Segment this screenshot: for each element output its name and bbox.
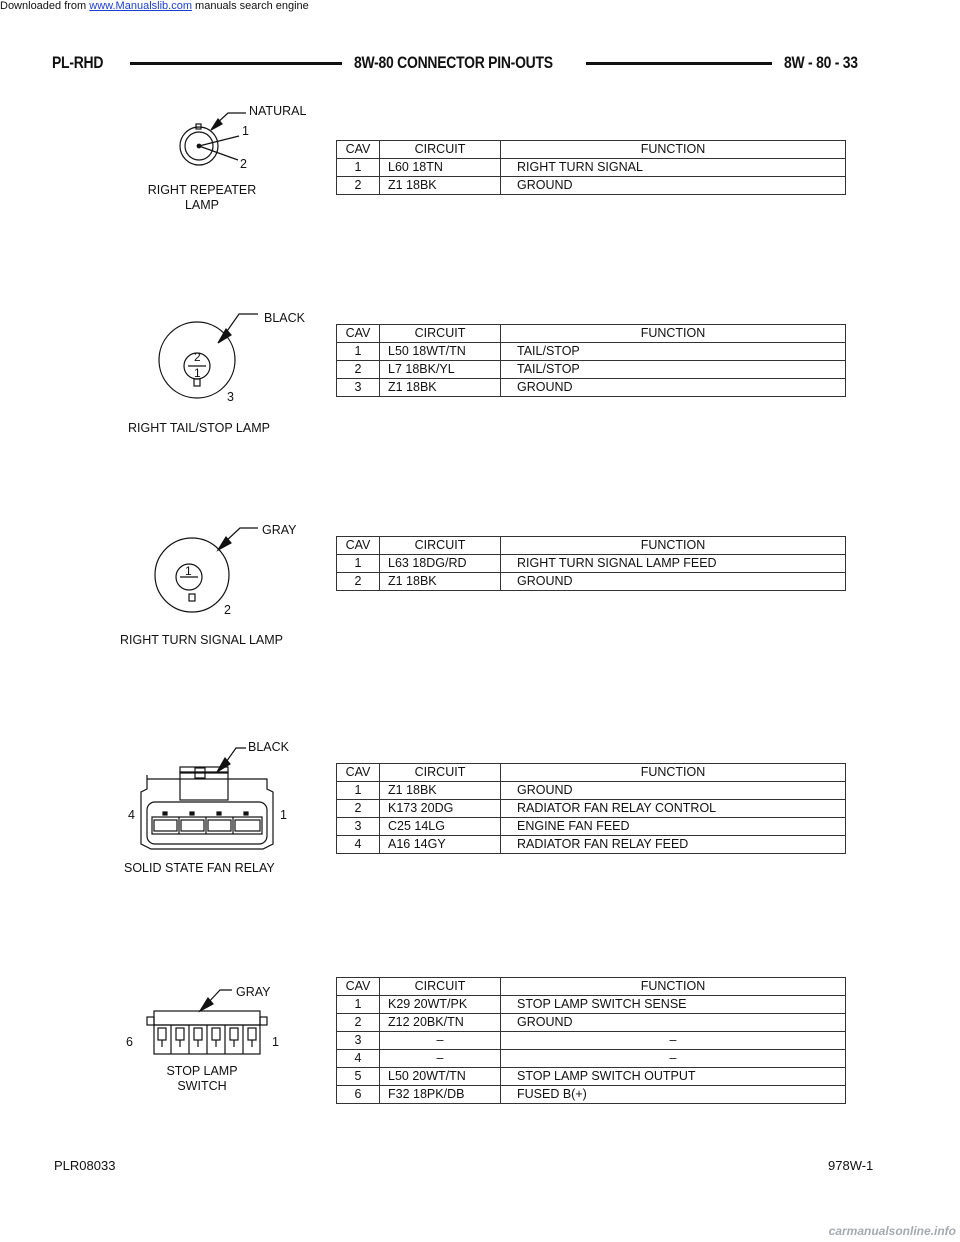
cav-header: CAV: [337, 764, 380, 782]
table-header-row: [337, 537, 846, 555]
manualslib-link[interactable]: www.Manualslib.com: [89, 0, 192, 12]
table-row: [337, 555, 846, 573]
table-row: [337, 996, 846, 1014]
connector-4-color: BLACK: [248, 740, 289, 754]
cav-cell: 4: [337, 836, 380, 854]
function-cell: GROUND: [501, 573, 846, 591]
connector-5-pin-6: 6: [126, 1035, 133, 1049]
function-cell: GROUND: [501, 177, 846, 195]
cav-header: CAV: [337, 978, 380, 996]
connector-2-pin-3: 3: [227, 390, 234, 404]
function-header: FUNCTION: [501, 325, 846, 343]
circuit-cell: K173 20DG: [380, 800, 501, 818]
function-cell: ENGINE FAN FEED: [501, 818, 846, 836]
circuit-cell: L60 18TN: [380, 159, 501, 177]
table-row: [337, 1032, 846, 1050]
tail-stop-lamp-connector-icon: [159, 314, 258, 398]
circuit-cell: F32 18PK/DB: [380, 1086, 501, 1104]
table-header-row: [337, 141, 846, 159]
connector-2-pin-table: [336, 324, 846, 397]
cav-cell: 3: [337, 1032, 380, 1050]
circuit-header: CIRCUIT: [380, 978, 501, 996]
cav-cell: 1: [337, 996, 380, 1014]
stop-lamp-switch-connector-icon: [147, 990, 267, 1054]
function-cell: RADIATOR FAN RELAY CONTROL: [501, 800, 846, 818]
connector-4-name: SOLID STATE FAN RELAY: [124, 861, 275, 875]
circuit-header: CIRCUIT: [380, 764, 501, 782]
table-row: [337, 1068, 846, 1086]
function-cell: RADIATOR FAN RELAY FEED: [501, 836, 846, 854]
table-header-row: [337, 978, 846, 996]
cav-cell: 1: [337, 555, 380, 573]
function-cell: FUSED B(+): [501, 1086, 846, 1104]
table-row: [337, 573, 846, 591]
function-cell: GROUND: [501, 379, 846, 397]
table-row: [337, 836, 846, 854]
function-header: FUNCTION: [501, 764, 846, 782]
table-row: [337, 818, 846, 836]
cav-cell: 1: [337, 343, 380, 361]
cav-cell: 5: [337, 1068, 380, 1086]
connector-1-name: RIGHT REPEATER LAMP: [147, 183, 257, 212]
circuit-cell: K29 20WT/PK: [380, 996, 501, 1014]
cav-cell: 2: [337, 1014, 380, 1032]
circuit-cell: L50 20WT/TN: [380, 1068, 501, 1086]
connector-5-color: GRAY: [236, 985, 271, 999]
table-row: [337, 379, 846, 397]
cav-cell: 6: [337, 1086, 380, 1104]
function-cell: TAIL/STOP: [501, 343, 846, 361]
function-cell: –: [501, 1032, 846, 1050]
connector-3-pin-1: 1: [185, 564, 192, 578]
header-title: 8W-80 CONNECTOR PIN-OUTS: [354, 53, 553, 72]
connector-3-pin-table: [336, 536, 846, 591]
fan-relay-connector-icon: [141, 748, 273, 849]
turn-signal-lamp-connector-icon: [155, 528, 258, 612]
cav-cell: 1: [337, 782, 380, 800]
repeater-lamp-connector-icon: [180, 113, 246, 165]
cav-cell: 4: [337, 1050, 380, 1068]
table-row: [337, 343, 846, 361]
cav-cell: 2: [337, 177, 380, 195]
circuit-cell: –: [380, 1032, 501, 1050]
header-left: PL-RHD: [52, 53, 104, 72]
connector-3-pin-2: 2: [224, 603, 231, 617]
circuit-header: CIRCUIT: [380, 325, 501, 343]
cav-cell: 3: [337, 818, 380, 836]
circuit-header: CIRCUIT: [380, 537, 501, 555]
circuit-cell: C25 14LG: [380, 818, 501, 836]
function-cell: GROUND: [501, 782, 846, 800]
connector-4-pin-table: [336, 763, 846, 854]
circuit-cell: Z1 18BK: [380, 573, 501, 591]
figure-code: PLR08033: [54, 1158, 116, 1173]
function-cell: GROUND: [501, 1014, 846, 1032]
figure-id: 978W-1: [828, 1158, 874, 1173]
circuit-cell: L50 18WT/TN: [380, 343, 501, 361]
function-cell: STOP LAMP SWITCH SENSE: [501, 996, 846, 1014]
table-row: [337, 1014, 846, 1032]
connector-5-name: STOP LAMP SWITCH: [166, 1064, 238, 1093]
table-row: [337, 800, 846, 818]
table-row: [337, 782, 846, 800]
circuit-header: CIRCUIT: [380, 141, 501, 159]
connector-3-color: GRAY: [262, 523, 297, 537]
connector-2-pin-1: 1: [194, 366, 201, 380]
table-row: [337, 1086, 846, 1104]
function-cell: –: [501, 1050, 846, 1068]
table-row: [337, 177, 846, 195]
connector-5-pin-1: 1: [272, 1035, 279, 1049]
function-header: FUNCTION: [501, 537, 846, 555]
connector-4-pin-1: 1: [280, 808, 287, 822]
function-cell: RIGHT TURN SIGNAL: [501, 159, 846, 177]
table-row: [337, 159, 846, 177]
circuit-cell: Z1 18BK: [380, 782, 501, 800]
connector-1-color: NATURAL: [249, 104, 307, 118]
table-header-row: [337, 764, 846, 782]
circuit-cell: L7 18BK/YL: [380, 361, 501, 379]
table-header-row: [337, 325, 846, 343]
header-page-number: 8W - 80 - 33: [784, 53, 858, 72]
cav-cell: 2: [337, 573, 380, 591]
connector-3-name: RIGHT TURN SIGNAL LAMP: [120, 633, 283, 647]
cav-cell: 2: [337, 800, 380, 818]
connector-5-pin-table: [336, 977, 846, 1104]
download-prefix: Downloaded from: [0, 0, 90, 12]
connector-1-pin-2: 2: [240, 157, 247, 171]
connector-2-name: RIGHT TAIL/STOP LAMP: [128, 421, 270, 435]
cav-header: CAV: [337, 141, 380, 159]
cav-cell: 3: [337, 379, 380, 397]
table-row: [337, 361, 846, 379]
circuit-cell: –: [380, 1050, 501, 1068]
connector-2-pin-2: 2: [194, 350, 201, 364]
function-header: FUNCTION: [501, 978, 846, 996]
circuit-cell: Z1 18BK: [380, 379, 501, 397]
cav-header: CAV: [337, 325, 380, 343]
connector-1-pin-table: [336, 140, 846, 195]
connector-4-pin-4: 4: [128, 808, 135, 822]
function-cell: RIGHT TURN SIGNAL LAMP FEED: [501, 555, 846, 573]
connector-1-pin-1: 1: [242, 124, 249, 138]
circuit-cell: A16 14GY: [380, 836, 501, 854]
watermark: carmanualsonline.info: [828, 1224, 956, 1238]
circuit-cell: Z12 20BK/TN: [380, 1014, 501, 1032]
cav-cell: 1: [337, 159, 380, 177]
function-header: FUNCTION: [501, 141, 846, 159]
circuit-cell: L63 18DG/RD: [380, 555, 501, 573]
function-cell: TAIL/STOP: [501, 361, 846, 379]
connector-2-color: BLACK: [264, 311, 305, 325]
circuit-cell: Z1 18BK: [380, 177, 501, 195]
download-suffix: manuals search engine: [191, 0, 309, 12]
function-cell: STOP LAMP SWITCH OUTPUT: [501, 1068, 846, 1086]
table-row: [337, 1050, 846, 1068]
cav-header: CAV: [337, 537, 380, 555]
cav-cell: 2: [337, 361, 380, 379]
